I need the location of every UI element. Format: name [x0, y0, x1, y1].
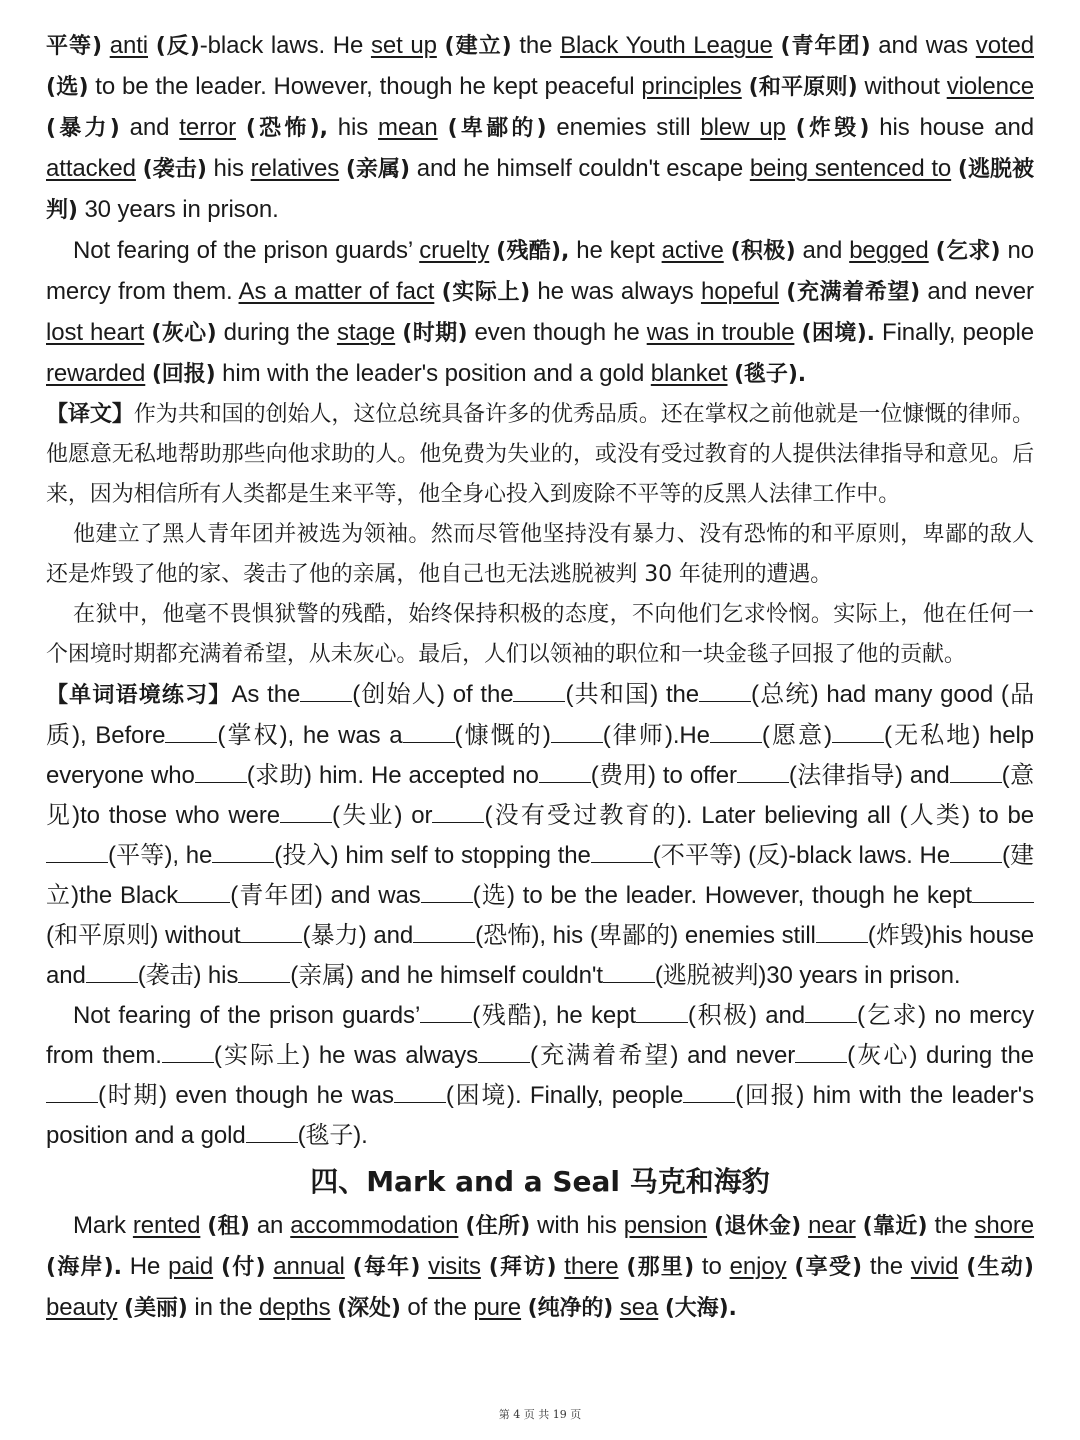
- keyword: anti: [109, 32, 148, 59]
- text: -black laws. He: [199, 32, 364, 59]
- text: (逃脱被判)30 years in prison.: [654, 962, 961, 989]
- text: 作为共和国的创始人，这位总统具备许多的优秀品质。还在掌权之前他就是一位慷慨的律师。他愿意无私地帮助那些向他求助的人。他免费为失业的，或没有受过教育的人提供法律指导和意见。后来，因为相信所有人类都是生来平等，他全身心投入到废除不平等的反黑人法律工作中。: [46, 402, 1034, 507]
- gloss: (充满着希望): [786, 280, 921, 305]
- exercise-paragraph-2: [46, 996, 1034, 1156]
- text: (乞求) no mercy from them.: [46, 1002, 1035, 1069]
- text: his: [213, 155, 244, 182]
- text: (积极) and: [687, 1002, 805, 1029]
- gloss: (暴力): [46, 116, 120, 141]
- gloss: (反): [155, 34, 200, 59]
- keyword: set up: [370, 32, 437, 59]
- exercise-tag: 【单词语境练习】: [46, 683, 232, 708]
- gloss: (拜访): [488, 1255, 557, 1280]
- text: (不平等) (反)-black laws. He: [652, 842, 950, 869]
- text: (总统) had many good (品质), Before: [46, 681, 1034, 749]
- blank[interactable]: [699, 681, 751, 702]
- vocab-paragraph-2: [46, 231, 1034, 395]
- gloss: (美丽): [124, 1296, 188, 1321]
- text: (困境). Finally, people: [445, 1082, 684, 1109]
- blank[interactable]: [832, 722, 884, 743]
- text: (炸毁)his house and: [46, 922, 1035, 989]
- keyword: begged: [849, 237, 929, 264]
- text: 他建立了黑人青年团并被选为领袖。然而尽管他坚持没有暴力、没有恐怖的和平原则，卑鄙的敌人还是炸毁了他的家、袭击了他的亲属，他自己也无法逃脱被判 30 年徒刑的遭遇。: [46, 522, 1034, 587]
- blank[interactable]: [86, 962, 138, 983]
- gloss: (住所): [465, 1214, 531, 1239]
- text: his: [337, 114, 369, 141]
- keyword: being sentenced to: [749, 155, 952, 182]
- text: during the: [223, 319, 330, 346]
- text: (选) to be the leader. However, though he kept: [472, 882, 972, 909]
- gloss: (炸毁): [795, 116, 870, 141]
- keyword: principles: [641, 73, 742, 100]
- blank[interactable]: [178, 882, 230, 903]
- keyword: attacked: [46, 155, 136, 182]
- blank[interactable]: [513, 681, 565, 702]
- text: (回报) him with the leader's position and a gold: [46, 1082, 1034, 1149]
- text: no mercy from them.: [46, 237, 1034, 305]
- keyword: relatives: [250, 155, 340, 182]
- text: Not fearing of the prison guards’: [73, 237, 413, 264]
- translation-paragraph-2: [46, 515, 1034, 595]
- gloss: (每年): [352, 1255, 421, 1280]
- text: (愿意): [761, 722, 833, 749]
- keyword: beauty: [46, 1294, 118, 1321]
- keyword: blanket: [650, 360, 728, 387]
- vocab-paragraph-3: [46, 1206, 1034, 1329]
- blank[interactable]: [972, 882, 1034, 903]
- gloss: (困境).: [801, 321, 875, 346]
- blank[interactable]: [162, 1042, 214, 1063]
- text: (慷慨的): [454, 722, 551, 749]
- keyword: enjoy: [729, 1253, 787, 1280]
- text: (青年团) and was: [230, 882, 421, 909]
- blank[interactable]: [683, 1082, 735, 1103]
- gloss: (深处): [337, 1296, 401, 1321]
- text: and he himself couldn't escape: [416, 155, 744, 182]
- gloss: (亲属): [345, 157, 410, 182]
- keyword: rewarded: [46, 360, 146, 387]
- text: without: [864, 73, 940, 100]
- text: in the: [194, 1294, 253, 1321]
- text: 平等): [46, 34, 102, 59]
- translation-paragraph-1: [46, 395, 1034, 515]
- text: (实际上) he was always: [213, 1042, 478, 1069]
- text: and: [802, 237, 843, 264]
- gloss: (恐怖),: [245, 116, 328, 141]
- text: (掌权), he was a: [217, 722, 403, 749]
- text: enemies still: [556, 114, 691, 141]
- text: (共和国) the: [565, 681, 700, 708]
- blank[interactable]: [950, 842, 1002, 863]
- keyword: rented: [132, 1212, 201, 1239]
- text: 在狱中，他毫不畏惧狱警的残酷，始终保持积极的态度，不向他们乞求怜悯。实际上，他在任何一个困境时期都充满着希望，从未灰心。最后，人们以领袖的职位和一块金毯子回报了他的贡献。: [46, 602, 1034, 667]
- gloss: (实际上): [441, 280, 531, 305]
- gloss: (和平原则): [748, 75, 858, 100]
- blank[interactable]: [539, 762, 591, 783]
- text: (亲属) and he himself couldn't: [290, 962, 603, 989]
- gloss: (租): [207, 1214, 250, 1239]
- blank[interactable]: [421, 882, 473, 903]
- gloss: (灰心): [151, 321, 217, 346]
- keyword: mean: [378, 114, 438, 141]
- blank[interactable]: [238, 962, 290, 983]
- gloss: (乞求): [935, 239, 1001, 264]
- keyword: shore: [974, 1212, 1035, 1239]
- gloss: (海岸).: [46, 1255, 122, 1280]
- blank[interactable]: [195, 762, 247, 783]
- text: As the: [231, 681, 301, 708]
- blank[interactable]: [413, 922, 475, 943]
- blank[interactable]: [551, 722, 603, 743]
- keyword: vivid: [910, 1253, 959, 1280]
- gloss: (退休金): [714, 1214, 802, 1239]
- gloss: (青年团): [780, 34, 871, 59]
- text: (毯子).: [297, 1122, 368, 1149]
- translation-paragraph-3: [46, 595, 1034, 675]
- keyword: voted: [975, 32, 1035, 59]
- keyword: accommodation: [290, 1212, 459, 1239]
- keyword: annual: [273, 1253, 345, 1280]
- translation-tag: 【译文】: [46, 402, 134, 427]
- gloss: (回报): [151, 362, 216, 387]
- text: he kept: [576, 237, 655, 264]
- gloss: (卑鄙的): [447, 116, 547, 141]
- text: (灰心) during the: [847, 1042, 1034, 1069]
- blank[interactable]: [737, 762, 789, 783]
- blank[interactable]: [636, 1002, 688, 1023]
- text: (和平原则) without: [46, 922, 241, 949]
- keyword: was in trouble: [646, 319, 795, 346]
- gloss: (积极): [730, 239, 796, 264]
- text: Not fearing of the prison guards’: [73, 1002, 421, 1029]
- keyword: paid: [168, 1253, 214, 1280]
- text: (没有受过教育的). Later believing all (人类) to be: [484, 802, 1034, 829]
- text: (袭击) his: [137, 962, 239, 989]
- text: (暴力) and: [302, 922, 414, 949]
- text: the: [869, 1253, 903, 1280]
- keyword: lost heart: [46, 319, 145, 346]
- vocab-paragraph-1: [46, 26, 1034, 231]
- text: to: [701, 1253, 722, 1280]
- text: (律师).He: [602, 722, 710, 749]
- keyword: As a matter of fact: [238, 278, 435, 305]
- text: an: [256, 1212, 284, 1239]
- keyword: hopeful: [700, 278, 779, 305]
- blank[interactable]: [240, 922, 302, 943]
- keyword: stage: [336, 319, 396, 346]
- text: (投入) him self to stopping the: [274, 842, 591, 869]
- text: Mark: [73, 1212, 126, 1239]
- keyword: pension: [623, 1212, 708, 1239]
- text: and was: [878, 32, 969, 59]
- blank[interactable]: [478, 1042, 530, 1063]
- text: with his: [537, 1212, 617, 1239]
- blank[interactable]: [280, 802, 332, 823]
- gloss: (逃脱被判): [46, 157, 1034, 223]
- text: (平等), he: [108, 842, 213, 869]
- keyword: pure: [473, 1294, 522, 1321]
- keyword: near: [808, 1212, 856, 1239]
- keyword: blew up: [700, 114, 786, 141]
- text: (无私地) help everyone who: [46, 722, 1034, 789]
- keyword: cruelty: [419, 237, 490, 264]
- gloss: (那里): [626, 1255, 695, 1280]
- exercise-paragraph-1: [46, 675, 1034, 996]
- keyword: terror: [179, 114, 236, 141]
- blank[interactable]: [816, 922, 868, 943]
- text: (意见)to those who were: [46, 762, 1034, 829]
- text: and never: [927, 278, 1034, 305]
- text: (创始人) of the: [352, 681, 514, 708]
- gloss: (靠近): [862, 1214, 928, 1239]
- blank[interactable]: [805, 1002, 857, 1023]
- gloss: (享受): [794, 1255, 863, 1280]
- text: (法律指导) and: [788, 762, 950, 789]
- keyword: depths: [259, 1294, 331, 1321]
- text: to be the leader. However, though he kept peaceful: [95, 73, 635, 100]
- text: the: [519, 32, 553, 59]
- text: (恐怖), his (卑鄙的) enemies still: [475, 922, 816, 949]
- gloss: (选): [46, 75, 89, 100]
- gloss: (残酷),: [496, 239, 570, 264]
- blank[interactable]: [165, 722, 217, 743]
- text: Finally, people: [882, 319, 1034, 346]
- text: (残酷), he kept: [472, 1002, 636, 1029]
- keyword: violence: [946, 73, 1034, 100]
- document-page: [46, 26, 1034, 1329]
- text: (时期) even though he was: [98, 1082, 394, 1109]
- text: even though he: [474, 319, 640, 346]
- blank[interactable]: [950, 762, 1002, 783]
- keyword: Black Youth League: [560, 32, 773, 59]
- gloss: (生动): [966, 1255, 1034, 1280]
- text: him with the leader's position and a gold: [222, 360, 645, 387]
- text: the: [934, 1212, 968, 1239]
- blank[interactable]: [46, 842, 108, 863]
- page-footer: 第 4 页 共 19 页: [498, 1408, 582, 1421]
- gloss: (付): [220, 1255, 266, 1280]
- blank[interactable]: [46, 1082, 98, 1103]
- keyword: there: [564, 1253, 619, 1280]
- blank[interactable]: [432, 802, 484, 823]
- text: 30 years in prison.: [84, 196, 279, 223]
- section-heading: 四、Mark and a Seal 马克和海豹: [310, 1165, 770, 1198]
- blank[interactable]: [795, 1042, 847, 1063]
- keyword: active: [661, 237, 724, 264]
- text: (充满着希望) and never: [530, 1042, 796, 1069]
- keyword: sea: [619, 1294, 659, 1321]
- text: (费用) to offer: [590, 762, 737, 789]
- blank[interactable]: [300, 681, 352, 702]
- gloss: (大海).: [664, 1296, 737, 1321]
- text: his house and: [879, 114, 1035, 141]
- blank[interactable]: [591, 842, 653, 863]
- gloss: (纯净的): [527, 1296, 614, 1321]
- gloss: (时期): [402, 321, 468, 346]
- text: (求助) him. He accepted no: [246, 762, 539, 789]
- gloss: (袭击): [142, 157, 207, 182]
- blank[interactable]: [212, 842, 274, 863]
- text: (建立)the Black: [46, 842, 1035, 909]
- text: and: [129, 114, 170, 141]
- blank[interactable]: [420, 1002, 472, 1023]
- keyword: visits: [428, 1253, 481, 1280]
- blank[interactable]: [403, 722, 455, 743]
- blank[interactable]: [246, 1122, 298, 1143]
- gloss: (毯子).: [734, 362, 807, 387]
- blank[interactable]: [710, 722, 762, 743]
- blank[interactable]: [394, 1082, 446, 1103]
- text: he was always: [537, 278, 694, 305]
- gloss: (建立): [444, 34, 512, 59]
- text: He: [129, 1253, 161, 1280]
- blank[interactable]: [603, 962, 655, 983]
- text: (失业) or: [332, 802, 433, 829]
- text: of the: [407, 1294, 467, 1321]
